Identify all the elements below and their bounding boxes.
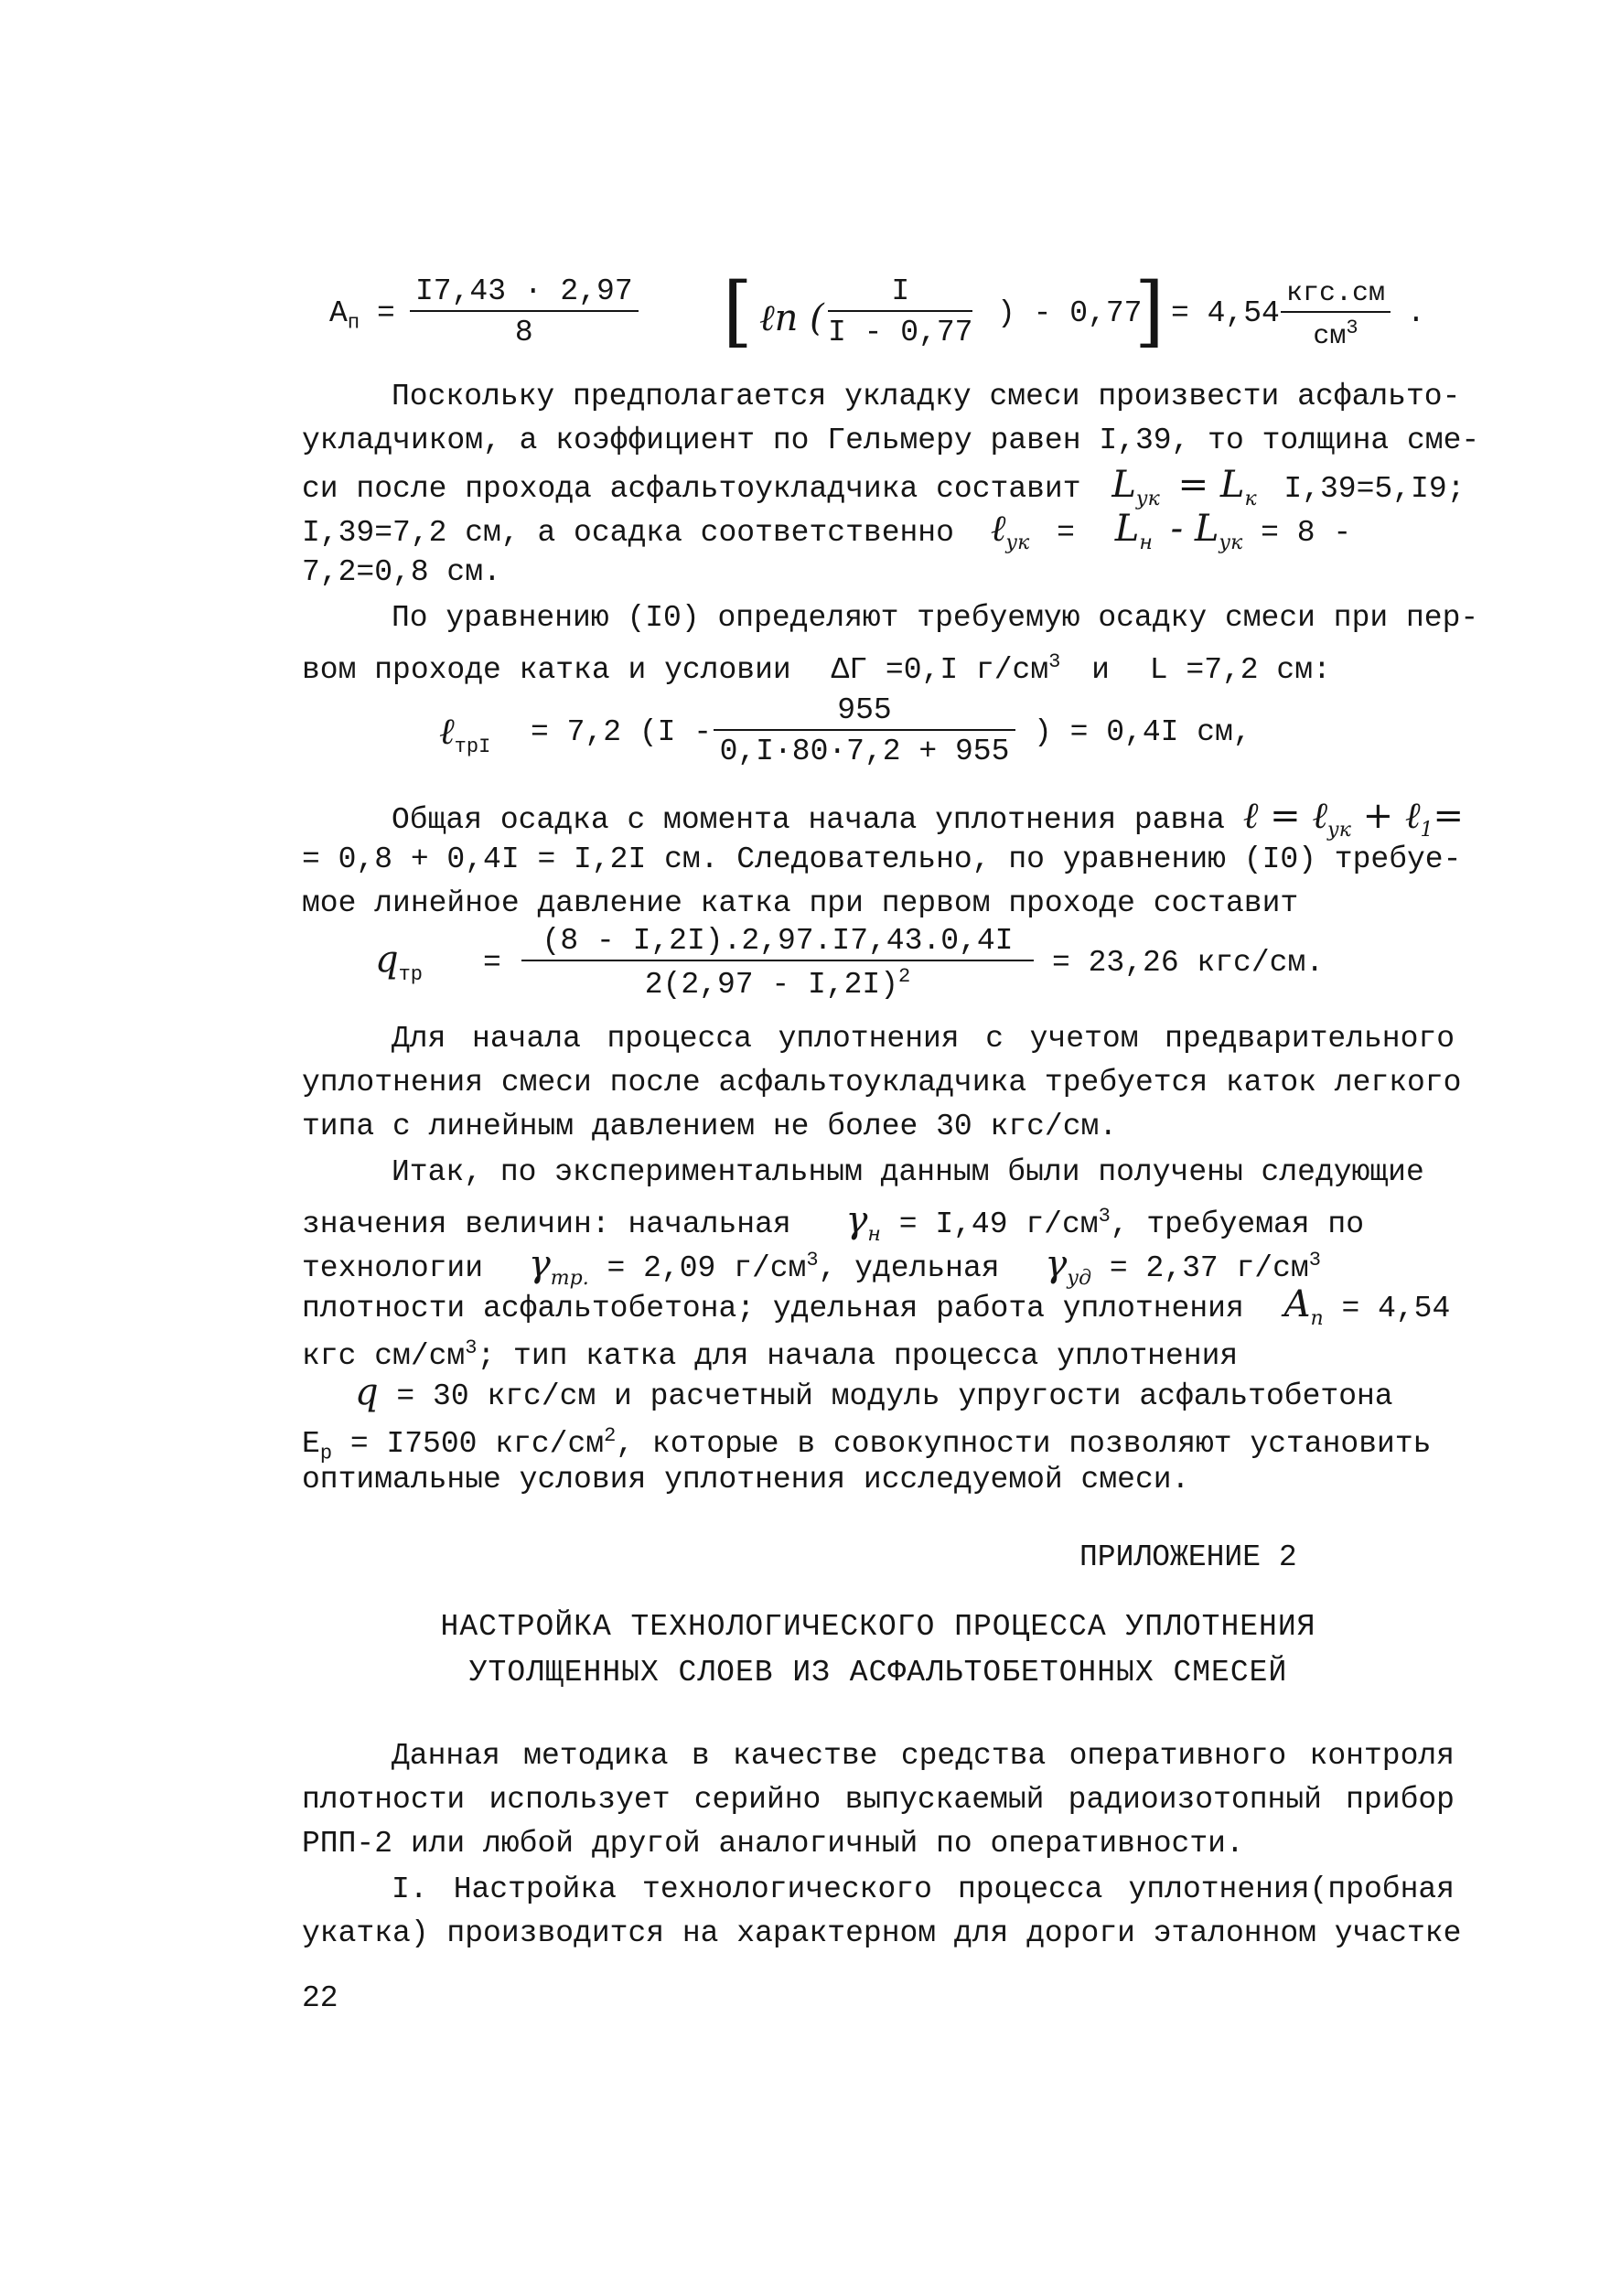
formula-tr1-pre: = 7,2 (I - bbox=[531, 715, 713, 749]
formula-ap-inner-numerator: I bbox=[828, 274, 972, 312]
formula-tr1-numerator: 955 bbox=[714, 693, 1015, 731]
para1-line5: 7,2=0,8 см. bbox=[302, 555, 501, 589]
para6-line2: плотности использует серийно выпускаемый радиоизотопный прибор bbox=[302, 1783, 1455, 1817]
formula-ap-ln: ℓn ( bbox=[759, 297, 824, 339]
para2-line1: По уравнению (I0) определяют требуемую осадку смеси при пер- bbox=[392, 601, 1479, 635]
para5-line5: кгс $см/см^3$; тип катка для начала процесса уплотнения bbox=[302, 1336, 1239, 1373]
l-uk-symbol-2: - $L_{ук}$ bbox=[1170, 508, 1243, 554]
settle-uk-symbol: ℓ$_{ук}$ bbox=[990, 508, 1030, 554]
para6-line1: Данная методика в качестве средства оперативного контроля bbox=[392, 1739, 1455, 1773]
e-p-symbol: $E_р$ bbox=[302, 1427, 333, 1465]
para3-line3: мое линейное давление катка при первом проходе составит bbox=[302, 886, 1299, 920]
para2-line2: вом проходе катка и условии ΔΓ =0,I $г/см^3$ и L =7,2 см: bbox=[302, 650, 1331, 687]
l-uk-symbol: $L_{ук}$ bbox=[1111, 464, 1160, 510]
formula-ap-fraction bbox=[410, 274, 639, 349]
para7-line1: I. Настройка технологического процесса уплотнения(пробная bbox=[392, 1872, 1455, 1906]
l-k-symbol: = $L_к$ bbox=[1177, 464, 1257, 510]
formula-ap-left-bracket: [ bbox=[723, 266, 753, 356]
para1-line1: Поскольку предполагается укладку смеси произвести асфальто- bbox=[392, 380, 1461, 413]
l-n-symbol: $L_н$ bbox=[1114, 508, 1153, 554]
formula-ap-inner-denominator: I - 0,77 bbox=[828, 316, 973, 349]
formula-ap-lhs: $А_п$ bbox=[329, 296, 360, 335]
formula-ap-end: . bbox=[1407, 296, 1425, 330]
para4-line3: типа с линейным давлением не более 30 кгс/см. bbox=[302, 1110, 1118, 1143]
gamma-ud-symbol: $\gamma_{уд}$ bbox=[1045, 1243, 1092, 1290]
para5-line8: оптимальные условия уплотнения исследуемой смеси. bbox=[302, 1463, 1190, 1497]
page-number: 22 bbox=[302, 1981, 338, 2015]
formula-ap-unit-numerator: кгс.см bbox=[1281, 278, 1391, 313]
formula-tr1-lhs: ℓ$_{трI}$ bbox=[439, 711, 491, 758]
formula-ap-inner-fraction bbox=[828, 274, 972, 349]
formula-ap bbox=[329, 266, 1445, 375]
formula-ap-right-bracket: ] bbox=[1134, 266, 1165, 356]
para5-line6: q = 30 кгс/см и расчетный модуль упругости асфальтобетона bbox=[355, 1371, 1393, 1413]
formula-q-eq: = bbox=[483, 946, 501, 980]
formula-q bbox=[375, 924, 1381, 1025]
delta-gamma-value: ΔΓ =0,I $г/см^3$ bbox=[831, 650, 1061, 687]
appendix-title-line1: НАСТРОЙКА ТЕХНОЛОГИЧЕСКОГО ПРОЦЕССА УПЛОТНЕНИЯ bbox=[440, 1610, 1316, 1644]
para3-line2: = 0,8 + 0,4I = I,2I см. Следовательно, по уравнению (I0) требуе- bbox=[302, 842, 1462, 876]
formula-q-fraction bbox=[521, 924, 1034, 1002]
formula-ap-unit bbox=[1281, 278, 1391, 352]
para5-line7: $E_р = I7500$ кгс/$см^2$, которые в совокупности позволяют установить bbox=[302, 1424, 1432, 1465]
formula-q-numerator: (8 - I,2I).2,97.I7,43.0,4I bbox=[521, 924, 1034, 961]
para1-line4: I,39=7,2 см, а осадка соответственно ℓ$_{ук}$ = $L_н - L_{ук} = 8$ - bbox=[302, 508, 1352, 554]
para5-line2: значения величин: начальная $\gamma_н = I,49$ $г/см^3$, требуемая по bbox=[302, 1199, 1365, 1246]
gamma-tr-symbol: $\gamma_{тр.}$ bbox=[528, 1243, 589, 1290]
gamma-n-value: = I,49 $г/см^3$, требуемая по bbox=[898, 1205, 1365, 1241]
para1-line3: си после прохода асфальтоукладчика составит $L_{ук} = L_к$ I,39=5,I9; bbox=[302, 464, 1466, 510]
q-symbol: q bbox=[355, 1371, 379, 1413]
para5-line3: технологии $\gamma_{тр.} = 2,09$ $г/см^3$, удельная $\gamma_{уд} = 2,37$ $г/см^3$ bbox=[302, 1243, 1321, 1290]
formula-ap-tail: ) - 0,77 bbox=[997, 296, 1143, 330]
para5-line4: плотности асфальтобетона; удельная работа уплотнения $A_п = 4,54$ bbox=[302, 1283, 1451, 1330]
formula-tr1-denominator: 0,I·80·7,2 + 955 bbox=[719, 735, 1010, 768]
a-p-symbol: $A_п$ bbox=[1283, 1283, 1324, 1330]
appendix-label: ПРИЛОЖЕНИЕ 2 bbox=[1079, 1540, 1297, 1574]
appendix-title-line2: УТОЛЩЕННЫХ СЛОЕВ ИЗ АСФАЛЬТОБЕТОННЫХ СМЕСЕЙ bbox=[468, 1656, 1288, 1690]
gamma-n-symbol: $\gamma_н$ bbox=[845, 1199, 881, 1246]
gamma-tr-value: = 2,09 $г/см^3$, удельная bbox=[607, 1249, 1000, 1285]
formula-ap-denominator: 8 bbox=[514, 316, 533, 349]
gamma-ud-value: = 2,37 $г/см^3$ bbox=[1109, 1249, 1321, 1285]
para7-line2: укатка) производится на характерном для дороги эталонном участке bbox=[302, 1916, 1462, 1950]
formula-tr1-post: ) = 0,4I см, bbox=[1034, 715, 1251, 749]
total-settle-formula: ℓ = ℓ$_{ук}$ + ℓ$_1$= bbox=[1242, 795, 1465, 842]
formula-ap-eq: = bbox=[377, 296, 395, 330]
para4-line1: Для начала процесса уплотнения с учетом предварительного bbox=[392, 1022, 1455, 1056]
para4-line2: уплотнения смеси после асфальтоукладчика требуется каток легкого bbox=[302, 1066, 1462, 1100]
formula-ap-unit-denominator: $см^3$ bbox=[1313, 317, 1358, 352]
formula-tr1-fraction bbox=[714, 693, 1015, 768]
formula-q-result: = 23,26 кгс/см. bbox=[1052, 946, 1325, 980]
formula-q-lhs: $q_{тр}$ bbox=[375, 939, 424, 986]
formula-tr1 bbox=[439, 693, 1354, 794]
formula-ap-result: = 4,54 bbox=[1171, 296, 1280, 330]
formula-q-denominator: 2(2,97 - I,2I)$^2$ bbox=[644, 965, 911, 1002]
formula-ap-numerator: I7,43 · 2,97 bbox=[410, 274, 639, 312]
para5-line1: Итак, по экспериментальным данным были получены следующие bbox=[392, 1155, 1424, 1189]
para1-line2: укладчиком, а коэффициент по Гельмеру равен I,39, то толщина сме- bbox=[302, 424, 1480, 457]
para6-line3: РПП-2 или любой другой аналогичный по оперативности. bbox=[302, 1827, 1244, 1861]
para3-line1: Общая осадка с момента начала уплотнения равна ℓ = ℓ$_{ук}$ + ℓ$_1$= bbox=[392, 795, 1465, 842]
